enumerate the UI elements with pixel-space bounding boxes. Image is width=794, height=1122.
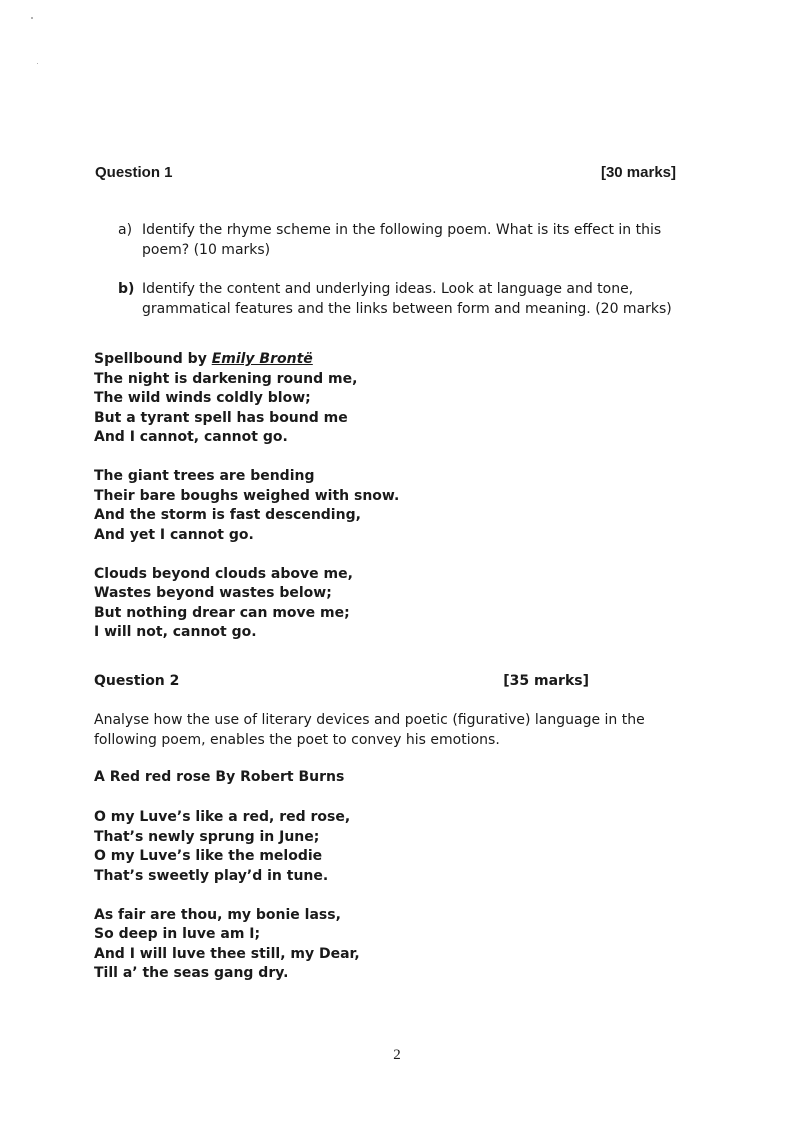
task-b: [118, 279, 688, 319]
poem-line: As fair are thou, my bonie lass,: [94, 906, 341, 923]
poem-line: The night is darkening round me,: [94, 370, 358, 387]
red-rose-poem-title: A Red red rose By Robert Burns: [94, 769, 345, 785]
question-2-title: Question 2: [94, 673, 180, 689]
poem-line: And I will luve thee still, my Dear,: [94, 945, 360, 962]
task-a-label: a): [118, 222, 133, 238]
task-a: [118, 220, 688, 260]
poem-line: Clouds beyond clouds above me,: [94, 565, 353, 582]
poem-line: The wild winds coldly blow;: [94, 390, 311, 406]
poem-author: Emily Brontë: [211, 351, 313, 367]
poem-line: But a tyrant spell has bound me: [94, 409, 348, 426]
poem-line: So deep in luve am I;: [94, 926, 261, 942]
poem-line: O my Luve’s like a red, red rose,: [94, 809, 351, 825]
poem-line: I will not, cannot go.: [94, 624, 257, 640]
stanza: [94, 906, 360, 984]
poem-line: That’s newly sprung in June;: [94, 828, 320, 845]
stanza: [94, 370, 399, 448]
question-1-title: Question 1: [95, 164, 173, 181]
poem-line: But nothing drear can move me;: [94, 604, 350, 621]
spellbound-poem: [94, 350, 399, 662]
page-number: 2: [393, 1047, 401, 1063]
red-rose-poem: [94, 808, 360, 1003]
stanza: [94, 467, 399, 545]
task-a-text: Identify the rhyme scheme in the following poem. What is its effect in this poem? (10 marks): [142, 222, 662, 258]
question-1-marks: [30 marks]: [600, 164, 676, 181]
question-2-marks: [35 marks]: [503, 673, 589, 689]
poem-line: That’s sweetly play’d in tune.: [94, 867, 329, 884]
poem-title: [94, 350, 399, 370]
poem-line: Till a’ the seas gang dry.: [94, 965, 289, 981]
poem-line: And yet I cannot go.: [94, 526, 254, 543]
poem-line: Their bare boughs weighed with snow.: [94, 487, 400, 504]
question-1-header: [95, 164, 676, 181]
poem-line: Wastes beyond wastes below;: [94, 585, 332, 601]
task-b-label: b): [118, 281, 135, 297]
question-1-tasks: [118, 220, 688, 338]
task-b-text: Identify the content and underlying ideas. Look at language and tone, grammatical features and the links between form and meaning. (20 marks): [142, 281, 672, 317]
poem-line: And I cannot, cannot go.: [94, 429, 288, 445]
scan-speck: [31, 17, 33, 19]
question-2-header: [94, 673, 589, 689]
scan-speck: [37, 63, 38, 64]
question-2-instruction: Analyse how the use of literary devices and poetic (figurative) language in the following poem, enables the poet to convey his emotions.: [94, 712, 645, 748]
poem-title-prefix: Spellbound by: [94, 351, 212, 367]
poem-line: The giant trees are bending: [94, 468, 315, 484]
stanza: [94, 808, 360, 886]
stanza: [94, 565, 399, 643]
poem-line: And the storm is fast descending,: [94, 507, 361, 523]
poem-line: O my Luve’s like the melodie: [94, 848, 323, 864]
